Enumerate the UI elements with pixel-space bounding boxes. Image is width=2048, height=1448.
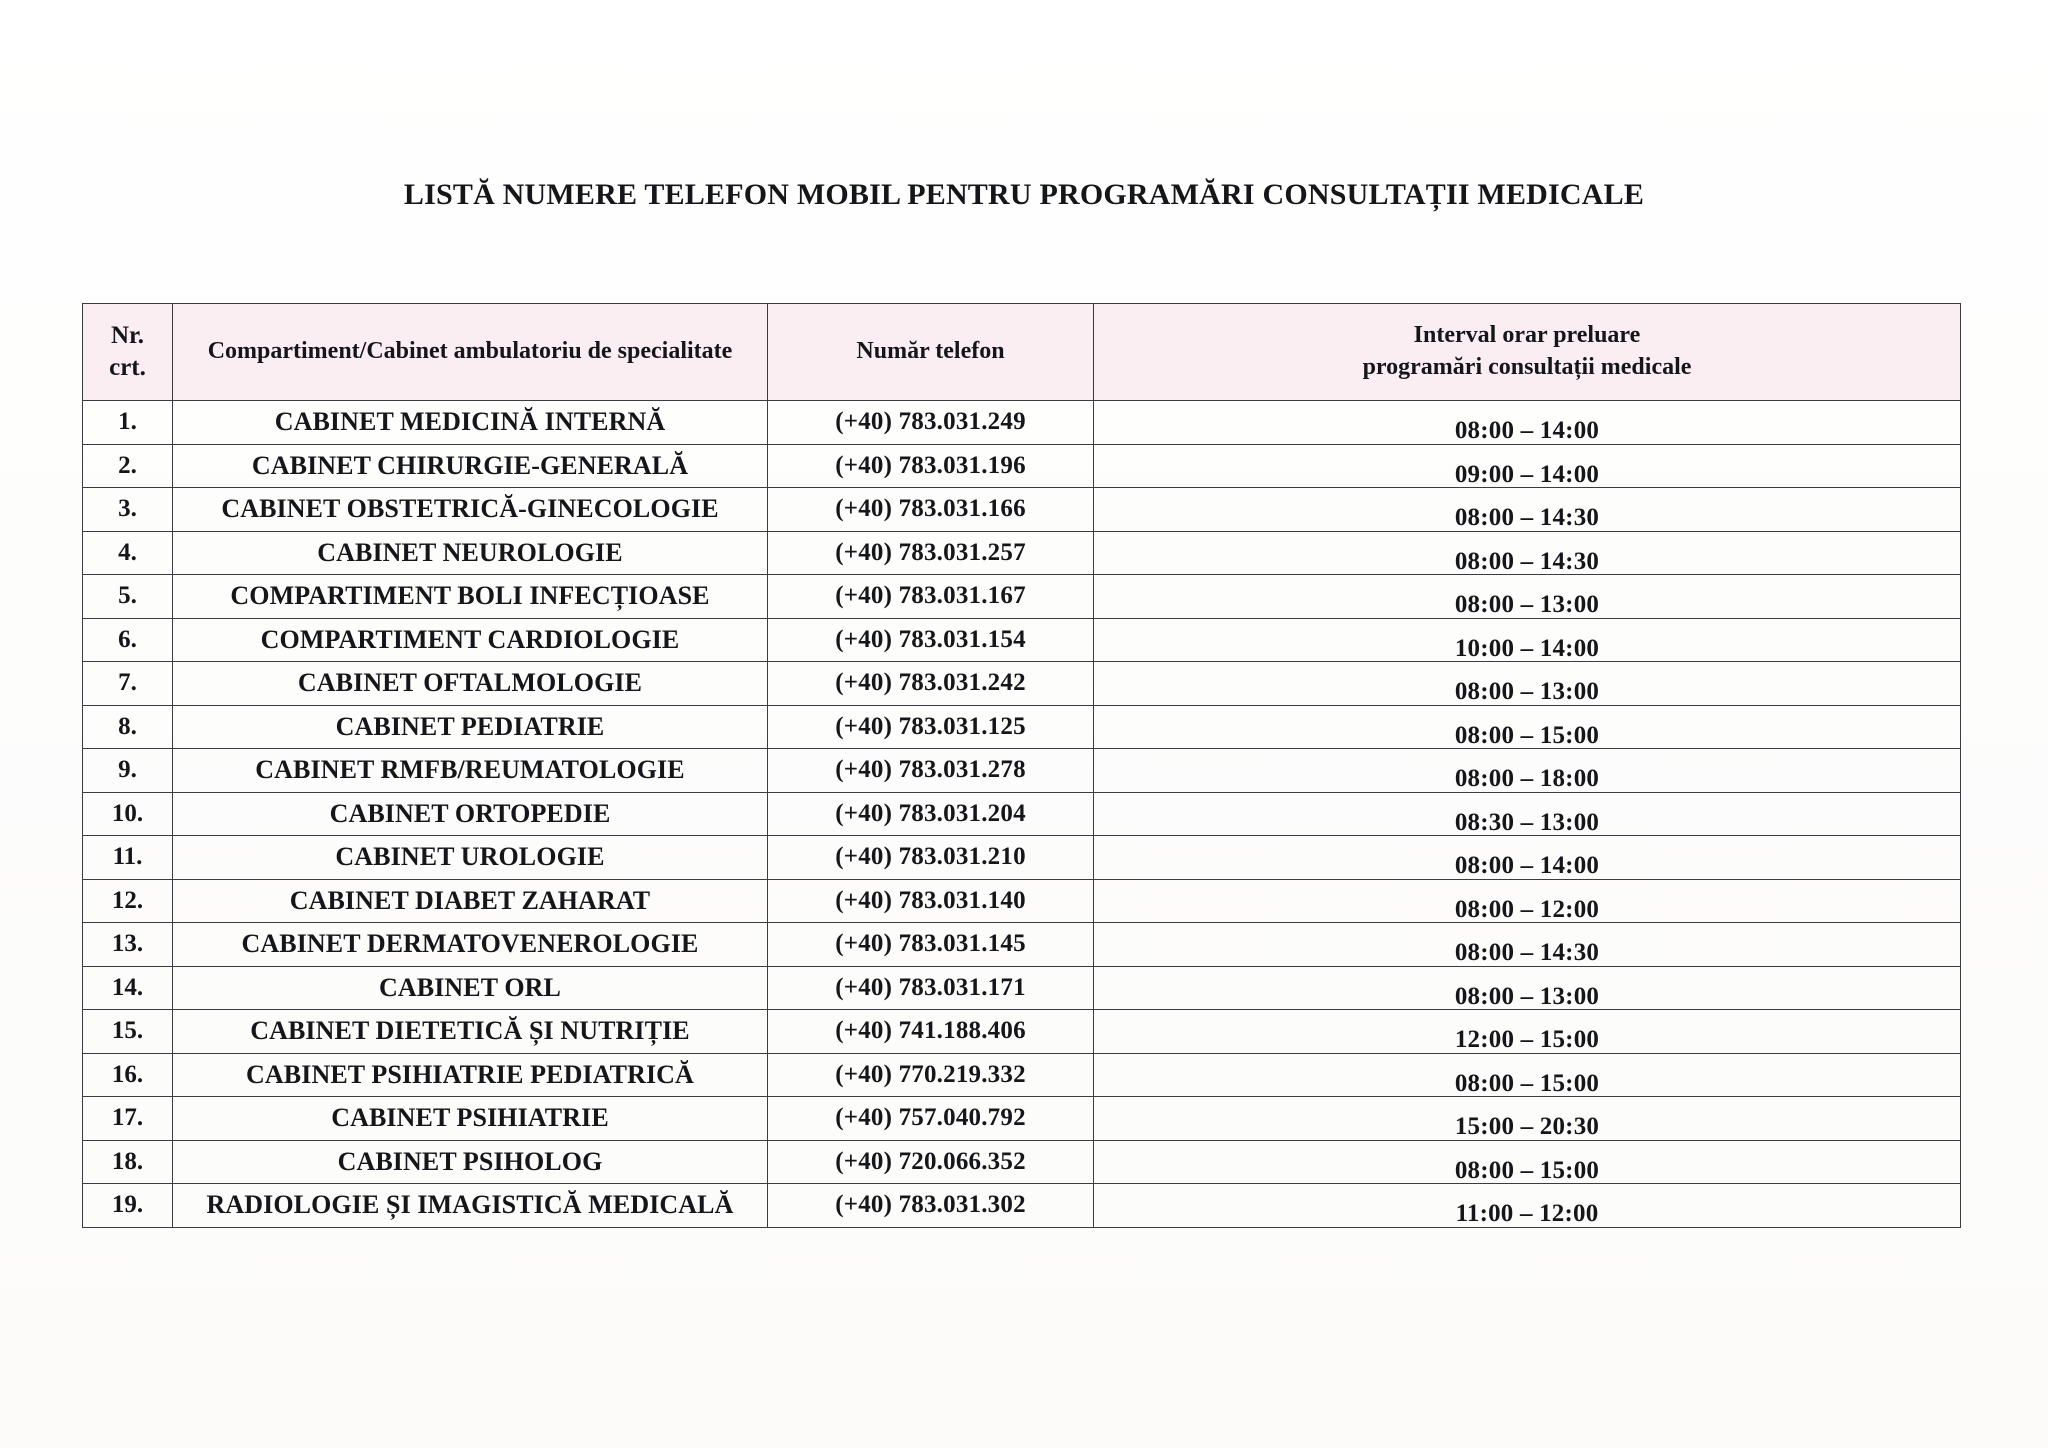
table-row [83,401,1961,445]
cell-phone-number: (+40) 757.040.792 [768,1097,1094,1141]
cell-hours-interval-value: 08:00 – 15:00 [1454,1069,1600,1097]
cell-hours-interval [1094,1053,1961,1097]
cell-nr: 15. [83,1010,173,1054]
cell-nr: 3. [83,488,173,532]
cell-hours-interval [1094,749,1961,793]
column-header-nr-line1: Nr. [110,322,145,349]
cell-department: CABINET CHIRURGIE-GENERALĂ [173,444,768,488]
cell-phone-number: (+40) 741.188.406 [768,1010,1094,1054]
cell-phone-number: (+40) 783.031.154 [768,618,1094,662]
table-row [83,1010,1961,1054]
cell-hours-interval [1094,401,1961,445]
cell-phone-number: (+40) 783.031.145 [768,923,1094,967]
cell-hours-interval-value: 08:30 – 13:00 [1454,808,1600,836]
phone-list-table [82,303,1961,1228]
cell-hours-interval-value: 08:00 – 14:00 [1454,417,1600,445]
cell-hours-interval [1094,488,1961,532]
table-body [83,401,1961,1228]
table-row [83,1184,1961,1228]
cell-hours-interval-value: 08:00 – 14:30 [1454,547,1600,575]
cell-phone-number: (+40) 783.031.167 [768,575,1094,619]
table-row [83,618,1961,662]
cell-phone-number: (+40) 783.031.125 [768,705,1094,749]
table-row [83,488,1961,532]
table-row [83,879,1961,923]
cell-department: CABINET ORTOPEDIE [173,792,768,836]
table-row [83,923,1961,967]
cell-department: CABINET DIABET ZAHARAT [173,879,768,923]
column-header-hours-line1: Interval orar preluare [1413,322,1641,349]
cell-nr: 8. [83,705,173,749]
cell-hours-interval [1094,531,1961,575]
cell-nr: 5. [83,575,173,619]
cell-nr: 7. [83,662,173,706]
cell-phone-number: (+40) 783.031.204 [768,792,1094,836]
cell-hours-interval [1094,792,1961,836]
cell-phone-number: (+40) 783.031.242 [768,662,1094,706]
cell-hours-interval [1094,1140,1961,1184]
cell-department: CABINET OBSTETRICĂ-GINECOLOGIE [173,488,768,532]
cell-hours-interval [1094,966,1961,1010]
cell-nr: 12. [83,879,173,923]
cell-nr: 16. [83,1053,173,1097]
table-header [83,304,1961,401]
cell-nr: 14. [83,966,173,1010]
cell-nr: 11. [83,836,173,880]
table-row [83,792,1961,836]
cell-hours-interval [1094,618,1961,662]
column-header-nr [83,304,173,401]
table-row [83,1140,1961,1184]
cell-department: COMPARTIMENT BOLI INFECȚIOASE [173,575,768,619]
cell-department: CABINET UROLOGIE [173,836,768,880]
cell-nr: 4. [83,531,173,575]
table-header-row [83,304,1961,401]
cell-phone-number: (+40) 720.066.352 [768,1140,1094,1184]
cell-department: CABINET DIETETICĂ ȘI NUTRIȚIE [173,1010,768,1054]
cell-department: CABINET ORL [173,966,768,1010]
table-row [83,444,1961,488]
table-row [83,1053,1961,1097]
cell-hours-interval-value: 08:00 – 14:00 [1454,852,1600,880]
cell-hours-interval-value: 08:00 – 13:00 [1454,591,1600,619]
cell-hours-interval-value: 11:00 – 12:00 [1455,1200,1599,1228]
cell-hours-interval-value: 09:00 – 14:00 [1454,460,1600,488]
table-row [83,966,1961,1010]
cell-department: CABINET RMFB/REUMATOLOGIE [173,749,768,793]
cell-nr: 9. [83,749,173,793]
cell-hours-interval-value: 10:00 – 14:00 [1454,634,1600,662]
cell-hours-interval-value: 08:00 – 15:00 [1454,1156,1600,1184]
cell-hours-interval [1094,444,1961,488]
cell-department: CABINET DERMATOVENEROLOGIE [173,923,768,967]
cell-hours-interval [1094,705,1961,749]
cell-phone-number: (+40) 783.031.249 [768,401,1094,445]
column-header-department: Compartiment/Cabinet ambulatoriu de specialitate [173,304,768,401]
cell-department: CABINET MEDICINĂ INTERNĂ [173,401,768,445]
cell-hours-interval [1094,1010,1961,1054]
cell-phone-number: (+40) 783.031.278 [768,749,1094,793]
table-row [83,749,1961,793]
cell-nr: 10. [83,792,173,836]
table-row [83,662,1961,706]
cell-hours-interval [1094,1097,1961,1141]
cell-hours-interval-value: 12:00 – 15:00 [1454,1026,1600,1054]
cell-nr: 6. [83,618,173,662]
cell-hours-interval [1094,879,1961,923]
cell-phone-number: (+40) 783.031.140 [768,879,1094,923]
table-row [83,575,1961,619]
cell-hours-interval-value: 08:00 – 15:00 [1454,721,1600,749]
cell-hours-interval [1094,662,1961,706]
cell-nr: 1. [83,401,173,445]
cell-nr: 19. [83,1184,173,1228]
cell-nr: 17. [83,1097,173,1141]
cell-hours-interval [1094,1184,1961,1228]
table-row [83,531,1961,575]
cell-hours-interval [1094,836,1961,880]
cell-department: RADIOLOGIE ȘI IMAGISTICĂ MEDICALĂ [173,1184,768,1228]
cell-department: CABINET PSIHIATRIE PEDIATRICĂ [173,1053,768,1097]
column-header-nr-line2: crt. [109,354,146,381]
cell-hours-interval-value: 08:00 – 14:30 [1454,939,1600,967]
table-row [83,836,1961,880]
cell-department: CABINET PSIHIATRIE [173,1097,768,1141]
cell-department: CABINET PEDIATRIE [173,705,768,749]
cell-phone-number: (+40) 783.031.171 [768,966,1094,1010]
cell-department: COMPARTIMENT CARDIOLOGIE [173,618,768,662]
cell-department: CABINET OFTALMOLOGIE [173,662,768,706]
cell-hours-interval [1094,575,1961,619]
column-header-hours-line2: programări consultații medicale [1362,354,1692,380]
column-header-hours [1094,304,1961,401]
cell-phone-number: (+40) 770.219.332 [768,1053,1094,1097]
page-title: LISTĂ NUMERE TELEFON MOBIL PENTRU PROGRAMĂRI CONSULTAȚII MEDICALE [403,178,1645,211]
cell-phone-number: (+40) 783.031.196 [768,444,1094,488]
cell-hours-interval-value: 08:00 – 18:00 [1454,765,1600,793]
cell-department: CABINET NEUROLOGIE [173,531,768,575]
table-row [83,705,1961,749]
cell-phone-number: (+40) 783.031.302 [768,1184,1094,1228]
cell-nr: 13. [83,923,173,967]
cell-hours-interval-value: 08:00 – 13:00 [1454,678,1600,706]
cell-hours-interval-value: 08:00 – 13:00 [1454,982,1600,1010]
column-header-phone: Număr telefon [768,304,1094,401]
cell-department: CABINET PSIHOLOG [173,1140,768,1184]
cell-hours-interval [1094,923,1961,967]
cell-nr: 18. [83,1140,173,1184]
cell-phone-number: (+40) 783.031.257 [768,531,1094,575]
cell-hours-interval-value: 15:00 – 20:30 [1454,1113,1600,1141]
cell-nr: 2. [83,444,173,488]
phone-list-table-container [82,303,1960,1228]
cell-phone-number: (+40) 783.031.210 [768,836,1094,880]
table-row [83,1097,1961,1141]
cell-phone-number: (+40) 783.031.166 [768,488,1094,532]
cell-hours-interval-value: 08:00 – 12:00 [1454,895,1600,923]
cell-hours-interval-value: 08:00 – 14:30 [1454,504,1600,532]
